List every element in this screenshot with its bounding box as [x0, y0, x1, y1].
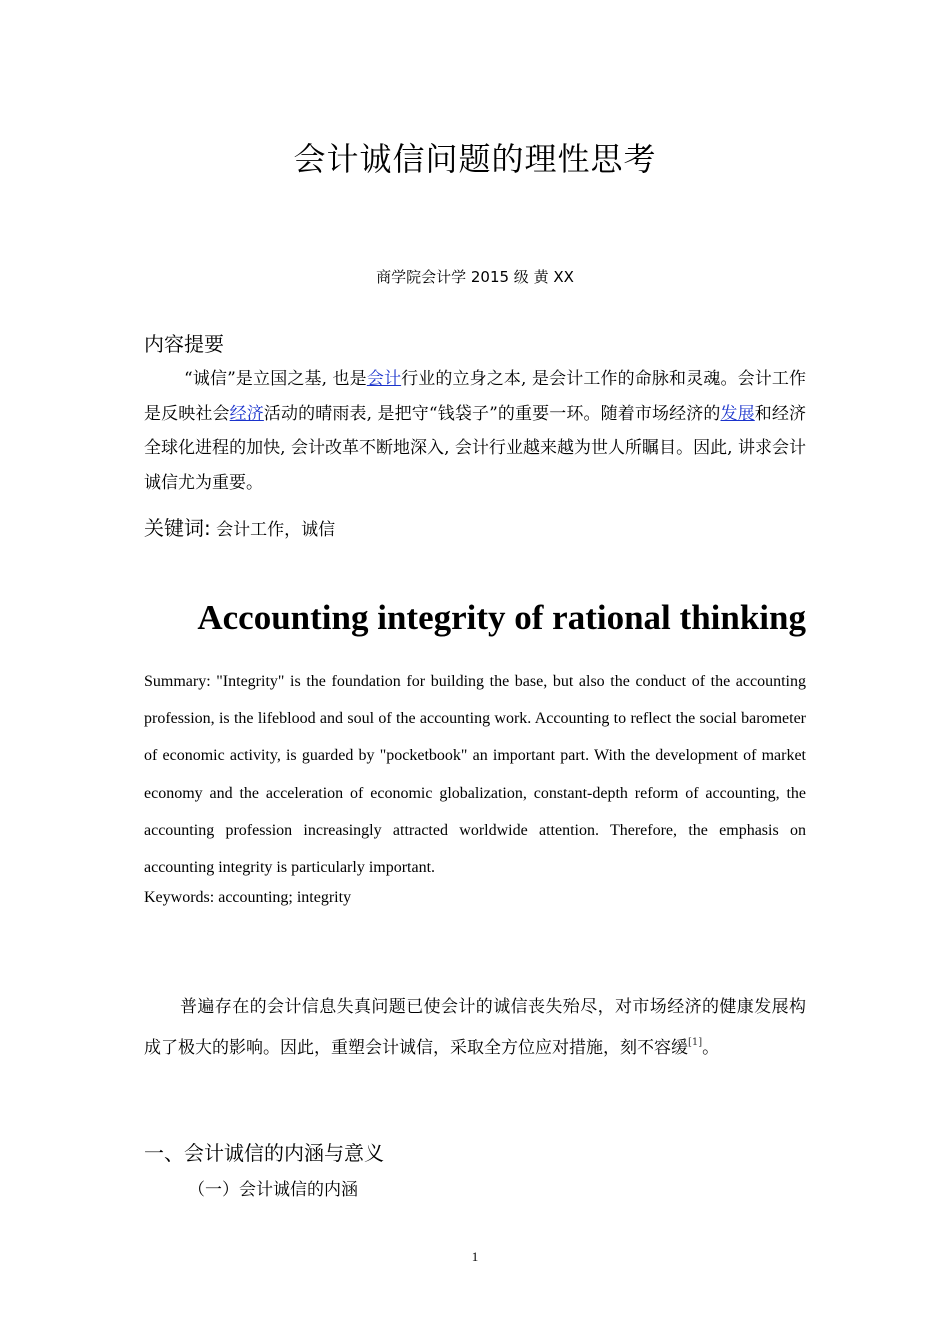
- link-development[interactable]: 发展: [720, 403, 755, 424]
- english-summary: [144, 663, 806, 886]
- body-paragraph-end: 。: [702, 1038, 720, 1058]
- citation-marker[interactable]: [1]: [688, 1037, 703, 1048]
- document-title: 会计诚信问题的理性思考: [293, 140, 657, 178]
- link-economy[interactable]: 经济: [229, 403, 264, 424]
- abstract-text-4: 和经济全球化进程的加快, 会计改革不断地深入, 会计行业越来越为世人所瞩目。因此, 讲求会计诚信尤为重要。: [144, 403, 807, 493]
- abstract-text-1: “诚信”是立国之基, 也是: [184, 369, 367, 389]
- keywords-value: 会计工作，诚信: [210, 520, 336, 540]
- author-line: 商学院会计学 2015 级 黄 XX: [376, 268, 574, 286]
- keywords-label: 关键词:: [144, 516, 211, 540]
- abstract-text-3: 活动的晴雨表, 是把守“钱袋子”的重要一环。随着市场经济的: [263, 403, 721, 424]
- english-keywords: Keywords: accounting; integrity: [144, 889, 352, 906]
- body-paragraph-text: 普遍存在的会计信息失真问题已使会计的诚信丧失殆尽，对市场经济的健康发展构成了极大的影响。因此，重塑会计诚信，采取全方位应对措施，刻不容缓: [144, 997, 806, 1058]
- link-accounting[interactable]: 会计: [366, 369, 402, 389]
- body-section: [144, 990, 806, 1066]
- abstract-text-2: 行业的立身之本, 是会计工作的命脉和灵魂。会计工作是反映社会: [144, 369, 806, 424]
- abstract-heading: 内容提要: [144, 332, 224, 356]
- abstract-body: [144, 362, 806, 500]
- body-paragraph: [144, 990, 806, 1066]
- keywords-line: [144, 512, 335, 541]
- subsection-heading: （一）会计诚信的内涵: [188, 1180, 358, 1200]
- english-title: Accounting integrity of rational thinking: [197, 598, 806, 637]
- english-summary-text: Summary: "Integrity" is the foundation for building the base, but also the conduct of the accounting profession, is the lifeblood and soul of the accounting work. Accounting to reflect the social barometer of economic activity, is guarded by "pocketbook" an important part. With the development of market economy and the acceleration of economic globalization, constant-depth reform of accounting, the accounting profession increasingly attracted worldwide attention. Therefore, the emphasis on accounting integrity is particularly important.: [144, 673, 806, 877]
- page-number: 1: [471, 1249, 479, 1264]
- section-heading: 一、会计诚信的内涵与意义: [144, 1141, 384, 1165]
- abstract-paragraph: [144, 362, 806, 500]
